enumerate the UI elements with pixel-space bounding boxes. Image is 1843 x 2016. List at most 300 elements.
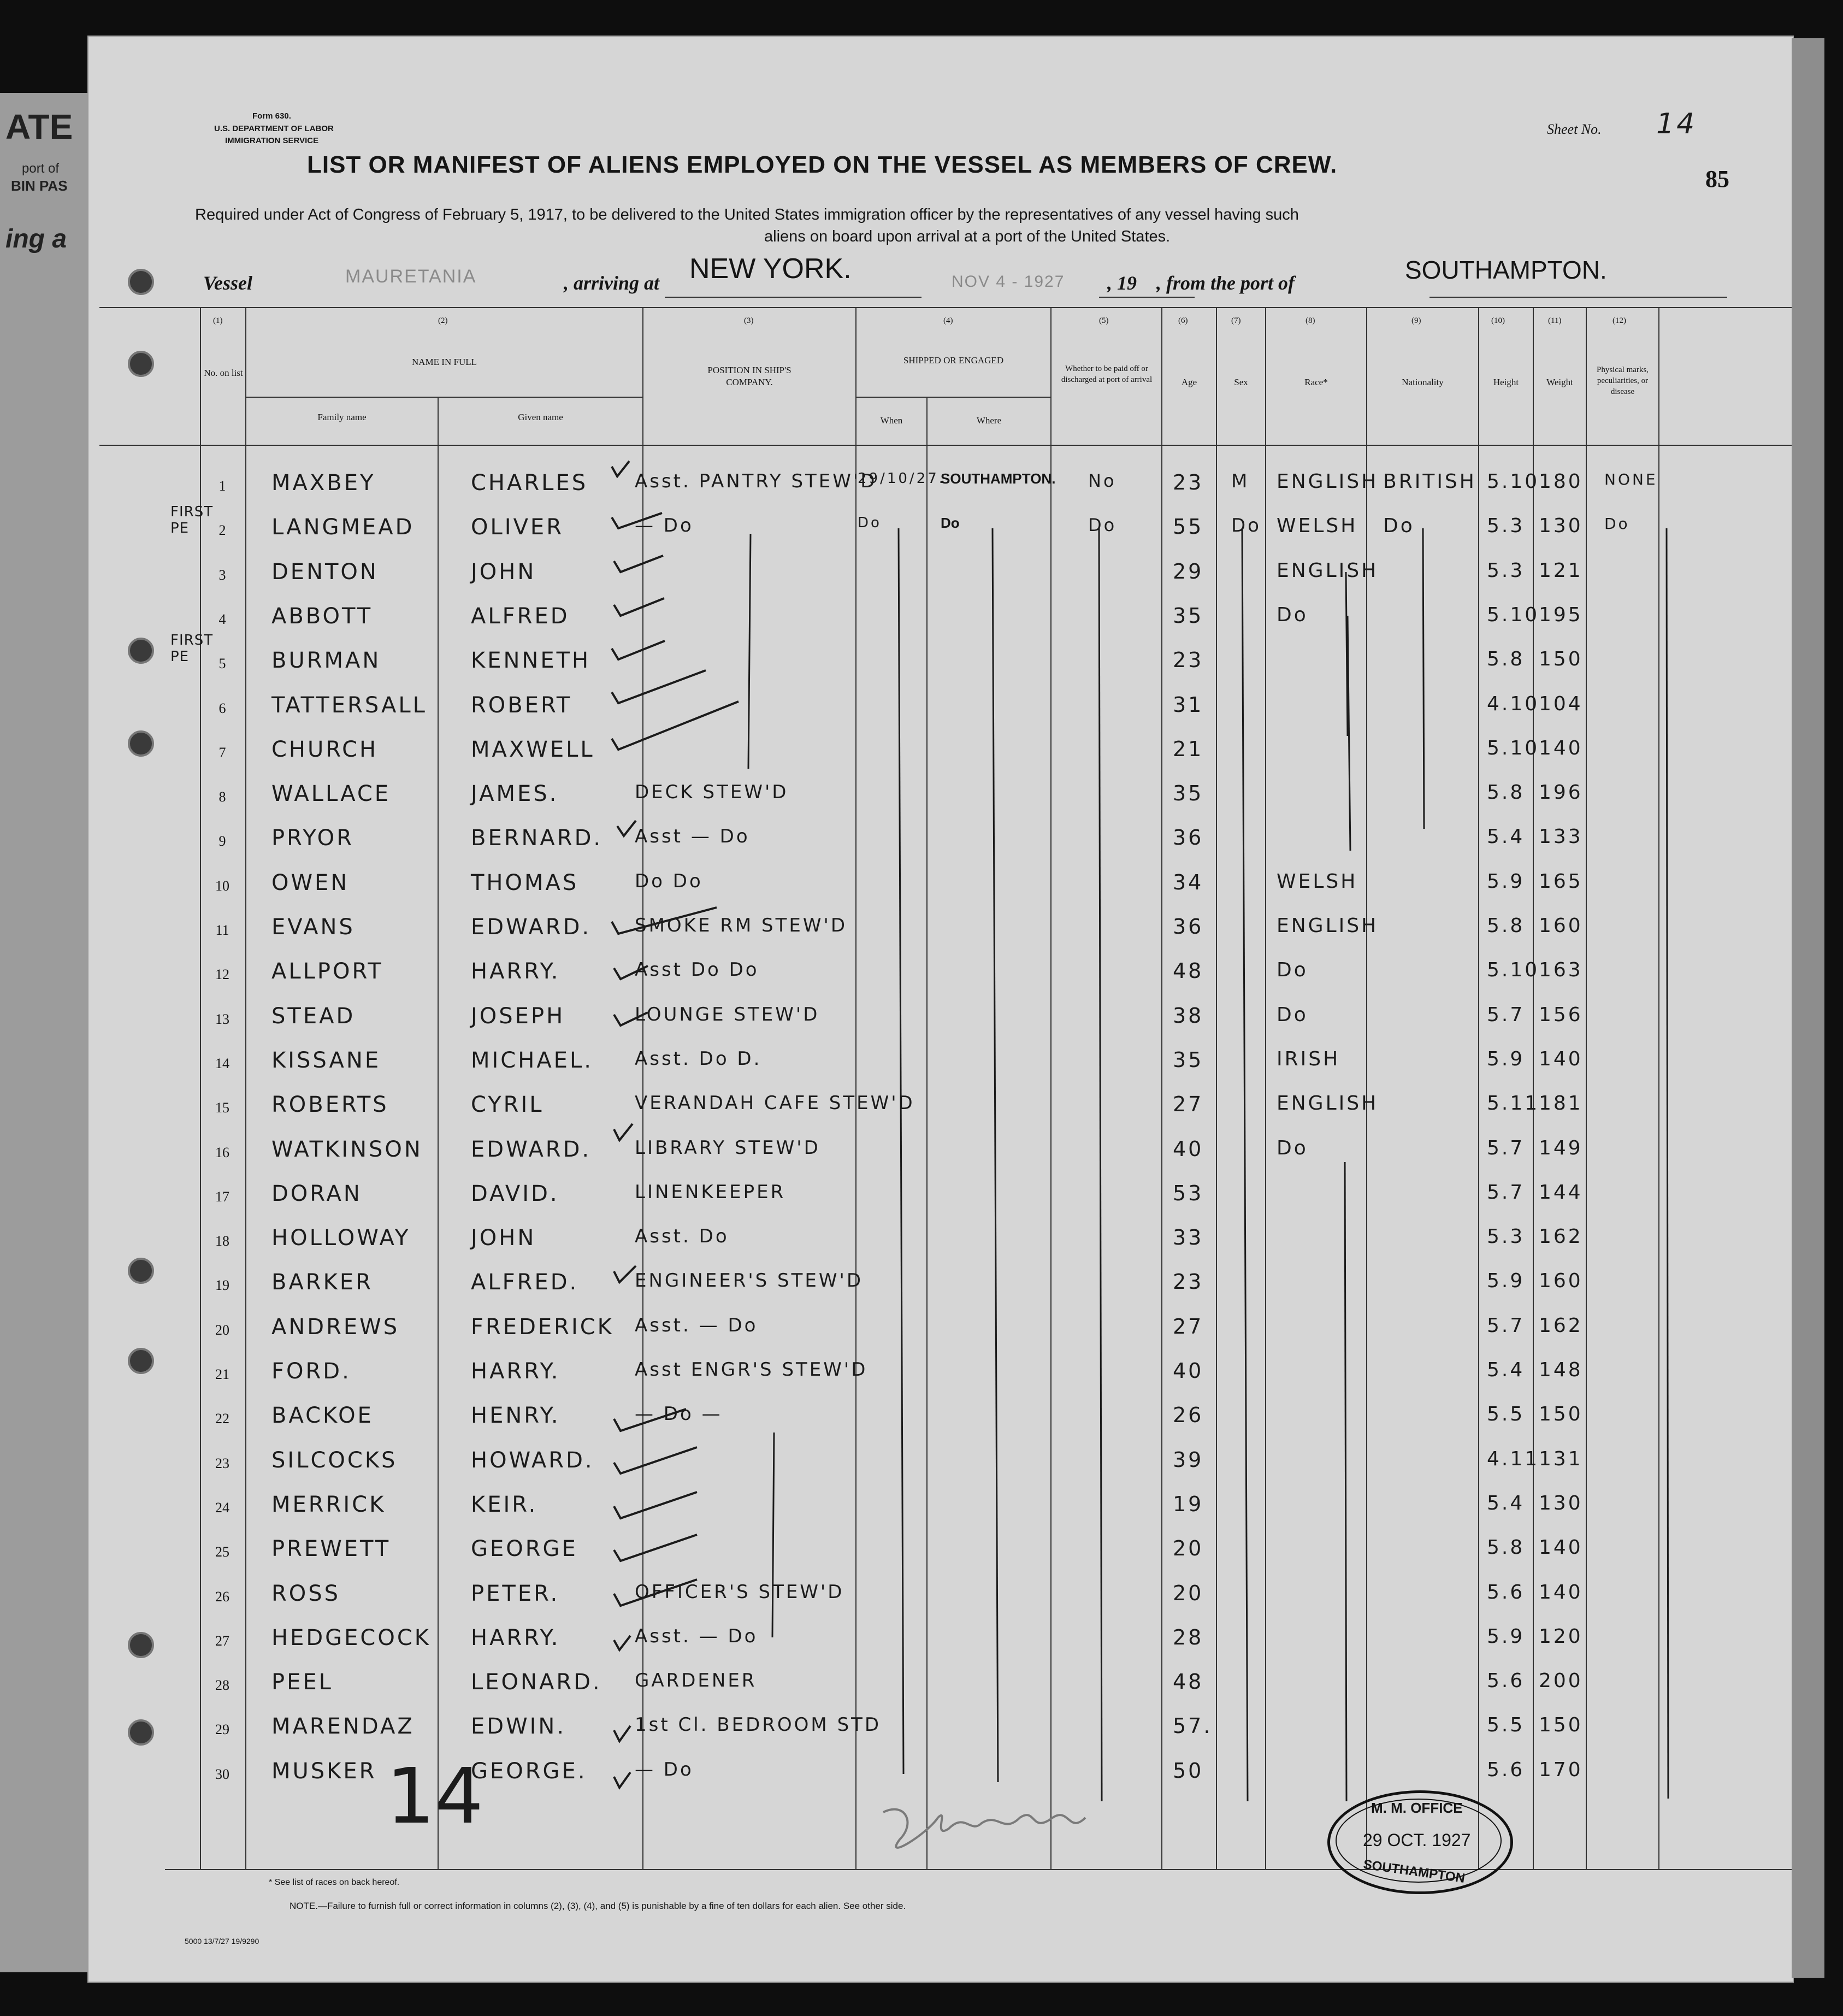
col-header-where: Where	[976, 415, 1002, 426]
given-name: OLIVER	[471, 515, 564, 540]
table-row	[88, 1401, 1793, 1445]
age: 31	[1173, 692, 1204, 717]
table-row	[88, 1579, 1793, 1623]
age: 36	[1173, 915, 1204, 939]
family-name: HEDGECOCK	[271, 1625, 431, 1650]
weight: 156	[1539, 1003, 1583, 1026]
row-number: 21	[215, 1366, 229, 1382]
col-header-nationality: Nationality	[1402, 377, 1444, 387]
race: Do	[1277, 959, 1308, 982]
family-name: ALLPORT	[271, 959, 383, 985]
height: 5.8	[1487, 781, 1525, 804]
from-port-label: , from the port of	[1156, 272, 1295, 294]
weight: 140	[1539, 1581, 1583, 1604]
row-number: 22	[215, 1411, 229, 1427]
row-number: 20	[215, 1322, 229, 1338]
row-number: 5	[218, 656, 226, 672]
height: 5.3	[1487, 1225, 1525, 1248]
weight: 140	[1539, 1536, 1583, 1559]
given-name: FREDERICK	[471, 1314, 614, 1340]
ship-position: Asst Do Do	[635, 959, 759, 981]
row-number: 18	[215, 1233, 229, 1249]
given-name: ALFRED.	[471, 1270, 579, 1295]
weight: 140	[1539, 736, 1583, 759]
race: Do	[1277, 1136, 1308, 1159]
sheet-number-value: 14	[1656, 108, 1697, 140]
race: WELSH	[1277, 870, 1358, 893]
height: 5.5	[1487, 1714, 1525, 1737]
table-row	[88, 602, 1793, 646]
col-number: (8)	[1306, 316, 1315, 325]
col-number: (1)	[213, 316, 223, 325]
given-name: PETER.	[471, 1581, 560, 1606]
row-number: 14	[215, 1055, 229, 1071]
family-name: ABBOTT	[271, 603, 373, 629]
weight: 180	[1539, 470, 1583, 493]
weight: 144	[1539, 1181, 1583, 1204]
given-name: HENRY.	[471, 1403, 560, 1429]
age: 38	[1173, 1003, 1204, 1028]
age: 40	[1173, 1359, 1204, 1383]
race: WELSH	[1277, 515, 1358, 538]
ship-position: Asst. — Do	[635, 1314, 758, 1336]
page-tally: 14	[386, 1752, 484, 1841]
table-row	[88, 1446, 1793, 1490]
col-number: (6)	[1178, 316, 1188, 325]
table-row	[88, 823, 1793, 868]
row-number: 24	[215, 1499, 229, 1516]
table-row	[88, 691, 1793, 735]
given-name: JAMES.	[471, 781, 559, 807]
age: 35	[1173, 603, 1204, 628]
row-number: 2	[218, 522, 226, 539]
departure-port: SOUTHAMPTON.	[1405, 256, 1607, 284]
given-name: CHARLES	[471, 470, 588, 496]
age: 26	[1173, 1403, 1204, 1428]
physical-marks: NONE	[1604, 470, 1658, 488]
col-header-paid-off: Whether to be paid off or discharged at port of arrival	[1061, 364, 1153, 384]
row-number: 1	[218, 478, 226, 494]
table-row	[88, 512, 1793, 557]
nationality: BRITISH	[1383, 470, 1476, 493]
age: 27	[1173, 1314, 1204, 1339]
table-row	[88, 1534, 1793, 1578]
height: 5.10	[1487, 470, 1540, 493]
height: 5.9	[1487, 870, 1525, 893]
height: 5.8	[1487, 915, 1525, 937]
weight: 160	[1539, 915, 1583, 937]
col-number: (11)	[1548, 316, 1562, 325]
row-number: 9	[218, 833, 226, 850]
weight: 162	[1539, 1225, 1583, 1248]
manifest-sheet	[87, 36, 1794, 1983]
weight: 150	[1539, 1403, 1583, 1426]
given-name: MICHAEL.	[471, 1047, 593, 1073]
height: 5.4	[1487, 1359, 1525, 1381]
print-code: 5000 13/7/27 19/9290	[185, 1937, 259, 1946]
col-number: (3)	[744, 316, 754, 325]
table-row	[88, 1046, 1793, 1090]
arriving-label: , arriving at	[564, 272, 660, 294]
col-header-position: POSITION IN SHIP'S COMPANY.	[707, 365, 791, 387]
col-header-when: When	[880, 415, 903, 426]
family-name: BARKER	[271, 1270, 373, 1295]
height: 5.7	[1487, 1003, 1525, 1026]
service-label: IMMIGRATION SERVICE	[225, 136, 319, 145]
age: 34	[1173, 870, 1204, 894]
table-row	[88, 468, 1793, 512]
race: ENGLISH	[1277, 915, 1379, 937]
weight: 162	[1539, 1314, 1583, 1337]
given-name: JOSEPH	[471, 1003, 565, 1029]
age: 57.	[1173, 1714, 1213, 1738]
col-number: (12)	[1612, 316, 1626, 325]
weight: 160	[1539, 1270, 1583, 1293]
stamp-office: M. M. OFFICE	[1371, 1800, 1463, 1816]
row-number: 23	[215, 1455, 229, 1471]
col-number: (7)	[1231, 316, 1241, 325]
col-header-age: Age	[1181, 377, 1197, 387]
table-row	[88, 1756, 1793, 1801]
age: 48	[1173, 1670, 1204, 1694]
col-header-race: Race*	[1304, 377, 1328, 387]
given-name: JOHN	[471, 559, 536, 585]
engaged-port: Do	[941, 515, 960, 532]
ship-position: LIBRARY STEW'D	[635, 1136, 820, 1159]
table-row	[88, 1667, 1793, 1712]
family-name: DENTON	[271, 559, 379, 585]
col-header-list-no: No. on list	[204, 368, 243, 378]
sex: Do	[1231, 515, 1261, 537]
manifest-title: LIST OR MANIFEST OF ALIENS EMPLOYED ON THE VESSEL AS MEMBERS OF CREW.	[307, 151, 1338, 178]
height: 5.7	[1487, 1181, 1525, 1204]
height: 5.9	[1487, 1270, 1525, 1293]
weight: 150	[1539, 1714, 1583, 1737]
family-name: HOLLOWAY	[271, 1225, 411, 1251]
col-header-sex: Sex	[1234, 377, 1248, 387]
family-name: PEEL	[271, 1670, 333, 1695]
row-number: 3	[218, 567, 226, 583]
height: 4.11	[1487, 1447, 1540, 1470]
manifest-subtitle: aliens on board upon arrival at a port of the United States.	[764, 228, 1171, 245]
age: 48	[1173, 959, 1204, 983]
col-number: (9)	[1411, 316, 1421, 325]
ship-position: 1st Cl. BEDROOM STD	[635, 1714, 882, 1736]
age: 39	[1173, 1447, 1204, 1472]
table-row	[88, 1357, 1793, 1401]
stamp-port: SOUTHAMPTON	[1362, 1857, 1466, 1886]
table-row	[88, 1090, 1793, 1134]
race: Do	[1277, 1003, 1308, 1026]
adjacent-page-fragment	[0, 93, 96, 1972]
table-row	[88, 912, 1793, 957]
age: 53	[1173, 1181, 1204, 1205]
table-row	[88, 1490, 1793, 1534]
weight: 149	[1539, 1136, 1583, 1159]
family-name: OWEN	[271, 870, 350, 895]
row-number: 19	[215, 1277, 229, 1294]
height: 5.8	[1487, 648, 1525, 671]
sheet-number-label: Sheet No.	[1547, 121, 1602, 137]
age: 23	[1173, 1270, 1204, 1294]
vessel-label: Vessel	[203, 272, 252, 294]
height: 5.5	[1487, 1403, 1525, 1426]
given-name: MAXWELL	[471, 736, 595, 762]
height: 5.7	[1487, 1136, 1525, 1159]
page-edge	[1792, 38, 1824, 1978]
weight: 170	[1539, 1758, 1583, 1781]
given-name: GEORGE.	[471, 1758, 587, 1784]
age: 36	[1173, 826, 1204, 850]
table-row	[88, 1223, 1793, 1268]
family-name: MUSKER	[271, 1758, 377, 1784]
age: 19	[1173, 1492, 1204, 1516]
age: 20	[1173, 1536, 1204, 1561]
engaged-date: 29/10/27.	[858, 470, 946, 487]
ship-position: DECK STEW'D	[635, 781, 789, 804]
arrival-port: NEW YORK.	[689, 253, 852, 285]
age: 29	[1173, 559, 1204, 583]
height: 5.3	[1487, 559, 1525, 582]
height: 5.10	[1487, 959, 1540, 982]
height: 5.11	[1487, 1092, 1540, 1115]
races-footnote: * See list of races on back hereof.	[269, 1878, 400, 1887]
col-number: (2)	[438, 316, 448, 325]
height: 5.6	[1487, 1758, 1525, 1781]
paid-off: No	[1088, 470, 1117, 491]
height: 5.10	[1487, 603, 1540, 626]
ship-position: GARDENER	[635, 1670, 757, 1692]
table-row	[88, 779, 1793, 823]
age: 35	[1173, 1047, 1204, 1072]
given-name: BERNARD.	[471, 826, 603, 851]
col-header-physical-marks: Physical marks, peculiarities, or disease	[1597, 366, 1649, 396]
table-row	[88, 1179, 1793, 1223]
row-number: 15	[215, 1100, 229, 1116]
given-name: DAVID.	[471, 1181, 559, 1206]
family-name: STEAD	[271, 1003, 356, 1029]
penalty-note: NOTE.—Failure to furnish full or correct information in columns (2), (3), (4), and (5) is punishable by a fine of ten dollars for each alien. See other side.	[290, 1901, 906, 1911]
col-header-family-name: Family name	[317, 412, 367, 422]
row-number: 27	[215, 1632, 229, 1649]
family-name: PRYOR	[271, 826, 354, 851]
race: ENGLISH	[1277, 1092, 1379, 1115]
row-number: 25	[215, 1544, 229, 1560]
weight: 131	[1539, 1447, 1583, 1470]
weight: 181	[1539, 1092, 1583, 1115]
weight: 121	[1539, 559, 1583, 582]
given-name: GEORGE	[471, 1536, 578, 1562]
weight: 130	[1539, 515, 1583, 538]
family-name: WALLACE	[271, 781, 391, 807]
age: 27	[1173, 1092, 1204, 1117]
ship-position: Asst. — Do	[635, 1625, 758, 1647]
given-name: HOWARD.	[471, 1447, 594, 1473]
row-number: 16	[215, 1144, 229, 1160]
height: 4.10	[1487, 692, 1540, 715]
col-header-name: NAME IN FULL	[412, 357, 477, 367]
given-name: EDWARD.	[471, 1136, 592, 1162]
table-row	[88, 1623, 1793, 1667]
height: 5.7	[1487, 1314, 1525, 1337]
weight: 200	[1539, 1670, 1583, 1693]
row-number: 7	[218, 744, 226, 761]
ship-position: Asst. Do D.	[635, 1047, 762, 1070]
age: 33	[1173, 1225, 1204, 1250]
sex: M	[1231, 470, 1250, 492]
table-row	[88, 1712, 1793, 1756]
age: 55	[1173, 515, 1204, 539]
family-name: BURMAN	[271, 648, 381, 674]
ship-position: Asst — Do	[635, 826, 750, 848]
table-row	[88, 957, 1793, 1001]
weight: 165	[1539, 870, 1583, 893]
table-row	[88, 1135, 1793, 1179]
ship-position: Asst. Do	[635, 1225, 729, 1248]
family-name: MERRICK	[271, 1492, 386, 1517]
ship-position: — Do	[635, 515, 694, 537]
weight: 133	[1539, 826, 1583, 848]
ship-position: — Do —	[635, 1403, 723, 1425]
weight: 120	[1539, 1625, 1583, 1648]
ship-position: VERANDAH CAFE STEW'D	[635, 1092, 915, 1115]
family-name: TATTERSALL	[271, 692, 427, 718]
ship-position: LINENKEEPER	[635, 1181, 786, 1203]
weight: 196	[1539, 781, 1583, 804]
ship-position: SMOKE RM STEW'D	[635, 915, 848, 936]
age: 21	[1173, 736, 1204, 761]
table-row	[88, 1001, 1793, 1046]
family-name: LANGMEAD	[271, 515, 415, 540]
height: 5.9	[1487, 1047, 1525, 1070]
race: ENGLISH	[1277, 470, 1379, 493]
row-number: 10	[215, 877, 229, 894]
margin-note: FIRST PE	[170, 504, 214, 537]
fragment-text: port of	[22, 161, 60, 176]
family-name: KISSANE	[271, 1047, 381, 1073]
row-number: 12	[215, 966, 229, 983]
family-name: MAXBEY	[271, 470, 376, 496]
given-name: EDWIN.	[471, 1714, 566, 1740]
margin-note: FIRST PE	[170, 632, 214, 665]
form-number: Form 630.	[252, 111, 291, 121]
age: 23	[1173, 470, 1204, 494]
col-number: (10)	[1491, 316, 1505, 325]
family-name: CHURCH	[271, 736, 379, 762]
department-label: U.S. DEPARTMENT OF LABOR	[214, 124, 334, 133]
height: 5.4	[1487, 1492, 1525, 1514]
given-name: KENNETH	[471, 648, 591, 674]
age: 40	[1173, 1136, 1204, 1161]
given-name: HARRY.	[471, 959, 560, 985]
ship-position: LOUNGE STEW'D	[635, 1003, 820, 1025]
family-name: MARENDAZ	[271, 1714, 415, 1740]
given-name: KEIR.	[471, 1492, 538, 1517]
row-number: 30	[215, 1766, 229, 1782]
col-number: (5)	[1099, 316, 1109, 325]
row-number: 8	[218, 789, 226, 805]
table-row	[88, 1312, 1793, 1357]
height: 5.8	[1487, 1536, 1525, 1559]
table-row	[88, 1268, 1793, 1312]
ship-position: — Do	[635, 1758, 694, 1781]
weight: 163	[1539, 959, 1583, 982]
family-name: SILCOCKS	[271, 1447, 398, 1473]
race: Do	[1277, 603, 1308, 626]
race: ENGLISH	[1277, 559, 1379, 582]
row-number: 29	[215, 1722, 229, 1738]
weight: 195	[1539, 603, 1583, 626]
vessel-name: MAURETANIA	[345, 266, 477, 287]
fragment-text: BIN PAS	[11, 178, 68, 194]
age: 20	[1173, 1581, 1204, 1605]
given-name: THOMAS	[471, 870, 579, 895]
family-name: DORAN	[271, 1181, 362, 1206]
given-name: LEONARD.	[471, 1670, 602, 1695]
col-header-shipped: SHIPPED OR ENGAGED	[903, 355, 1004, 366]
mm-office-stamp	[1327, 1790, 1513, 1894]
col-header-weight: Weight	[1546, 377, 1573, 387]
table-row	[88, 646, 1793, 690]
age: 50	[1173, 1758, 1204, 1783]
row-number: 6	[218, 700, 226, 716]
family-name: BACKOE	[271, 1403, 374, 1429]
ship-position: Do Do	[635, 870, 703, 892]
given-name: HARRY.	[471, 1359, 560, 1384]
weight: 104	[1539, 692, 1583, 715]
row-number: 28	[215, 1677, 229, 1694]
given-name: JOHN	[471, 1225, 536, 1251]
family-name: ROBERTS	[271, 1092, 389, 1118]
paid-off: Do	[1088, 515, 1117, 536]
given-name: EDWARD.	[471, 915, 592, 940]
age: 35	[1173, 781, 1204, 806]
given-name: ALFRED	[471, 603, 570, 629]
physical-marks: Do	[1604, 515, 1630, 533]
family-name: FORD.	[271, 1359, 351, 1384]
row-number: 11	[215, 922, 229, 938]
row-number: 4	[218, 611, 226, 627]
fragment-text: ATE	[5, 107, 73, 146]
family-name: EVANS	[271, 915, 355, 940]
ship-position: Asst ENGR'S STEW'D	[635, 1359, 868, 1381]
family-name: ANDREWS	[271, 1314, 400, 1340]
row-number: 13	[215, 1011, 229, 1027]
given-name: CYRIL	[471, 1092, 544, 1118]
row-number: 26	[215, 1588, 229, 1605]
col-number: (4)	[943, 316, 953, 325]
col-header-given-name: Given name	[518, 412, 563, 422]
manifest-subtitle: Required under Act of Congress of February 5, 1917, to be delivered to the United States immigration officer by the representatives of any vessel having such	[195, 206, 1299, 223]
height: 5.6	[1487, 1581, 1525, 1604]
weight: 150	[1539, 648, 1583, 671]
table-row	[88, 735, 1793, 779]
given-name: ROBERT	[471, 692, 572, 718]
family-name: ROSS	[271, 1581, 341, 1606]
fragment-text: ing a	[5, 225, 67, 254]
weight: 140	[1539, 1047, 1583, 1070]
age: 28	[1173, 1625, 1204, 1649]
col-header-height: Height	[1493, 377, 1519, 387]
ship-position: ENGINEER'S STEW'D	[635, 1270, 864, 1292]
height: 5.4	[1487, 826, 1525, 848]
row-number: 17	[215, 1188, 229, 1205]
given-name: HARRY.	[471, 1625, 560, 1650]
stamp-date: 29 OCT. 1927	[1363, 1830, 1471, 1850]
family-name: WATKINSON	[271, 1136, 423, 1162]
arrival-date-stamp: NOV 4 - 1927	[952, 273, 1065, 291]
age: 23	[1173, 648, 1204, 673]
